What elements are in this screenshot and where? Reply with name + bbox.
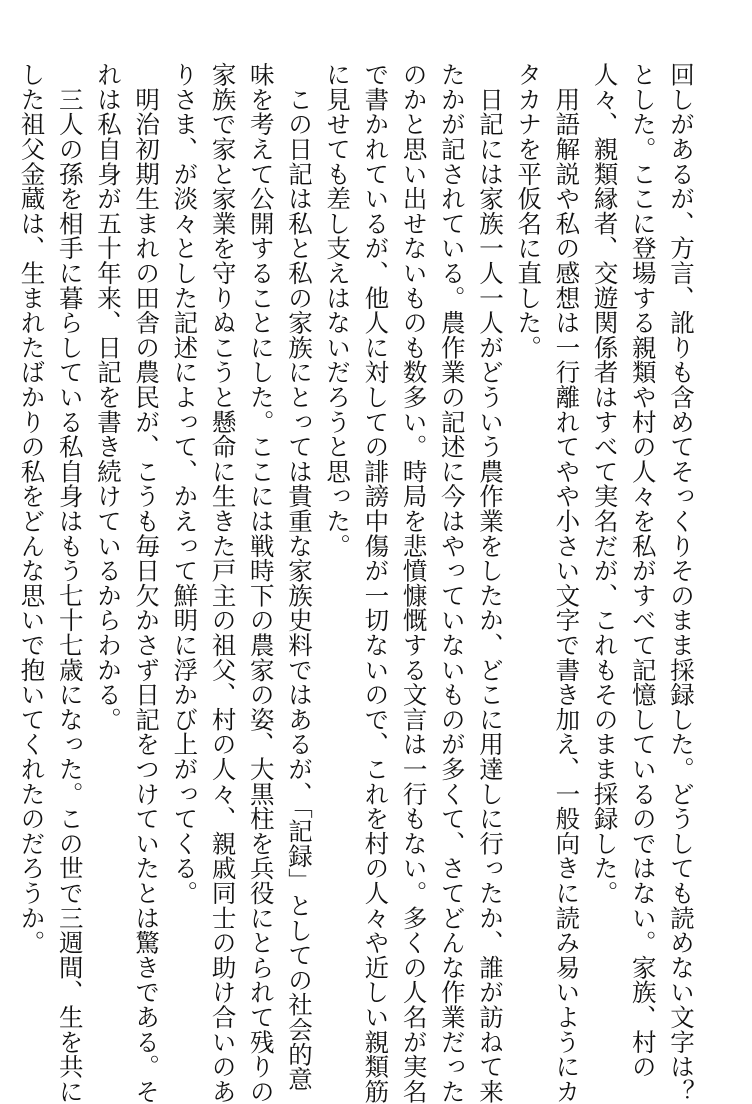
text-line: で書かれているが、他人に対しての誹謗中傷が一切ないので、これを村の人々や近しい親類筋 [361, 62, 391, 1104]
text-line: 用語解説や私の感想は一行離れてやや小さい文字で書き加え、一般向きに読み易いようにカ [552, 62, 582, 1104]
text-line: 回しがあるが、方言、訛りも含めてそっくりそのまま採録した。どうしても読めない文字は？ [667, 62, 696, 1104]
text-line: れは私自身が五十年来、日記を書き続けているからわかる。 [93, 62, 123, 732]
text-line: 人々、親類縁者、交遊関係者はすべて実名だが、これもそのまま採録した。 [590, 62, 620, 906]
text-line: たかが記されている。農作業の記述に今はやっていないものが多くて、さてどんな作業だった [437, 62, 467, 1104]
text-line: この日記は私と私の家族にとっては貴重な家族史料ではあるが、「記録」としての社会的意 [284, 62, 314, 1092]
vertical-text-body [17, 62, 700, 1104]
text-line: 三人の孫を相手に暮らしている私自身はもう七十七歳になった。この世で三週間、生を共に [55, 62, 85, 1104]
text-line: りさま、が淡々とした記述によって、かえって鮮明に浮かび上がってくる。 [170, 62, 200, 906]
text-line: タカナを平仮名に直した。 [514, 62, 544, 360]
text-line: に見せても差し支えはないだろうと思った。 [323, 62, 353, 558]
text-line: した祖父金蔵は、生まれたばかりの私をどんな思いで抱いてくれたのだろうか。 [17, 62, 47, 955]
text-line: 日記には家族一人一人がどういう農作業をしたか、どこに用達しに行ったか、誰が訪ねて来 [475, 62, 505, 1104]
text-line: 味を考えて公開することにした。ここには戦時下の農家の姿、大黒柱を兵役にとられて残りの [246, 62, 276, 1104]
text-line: のかと思い出せないものも数多い。時局を悲憤慷慨する文言は一行もない。多くの人名が実名 [399, 62, 429, 1104]
text-line: 明治初期生まれの田舎の農民が、こうも毎日欠かさず日記をつけていたとは驚きである。そ [132, 62, 162, 1104]
text-line: 家族で家と家業を守りぬこうと懸命に生きた戸主の祖父、村の人々、親戚同士の助け合いのあ [208, 62, 238, 1104]
text-line: とした。ここに登場する親類や村の人々を私がすべて記憶しているのではない。家族、村の [628, 62, 658, 1079]
